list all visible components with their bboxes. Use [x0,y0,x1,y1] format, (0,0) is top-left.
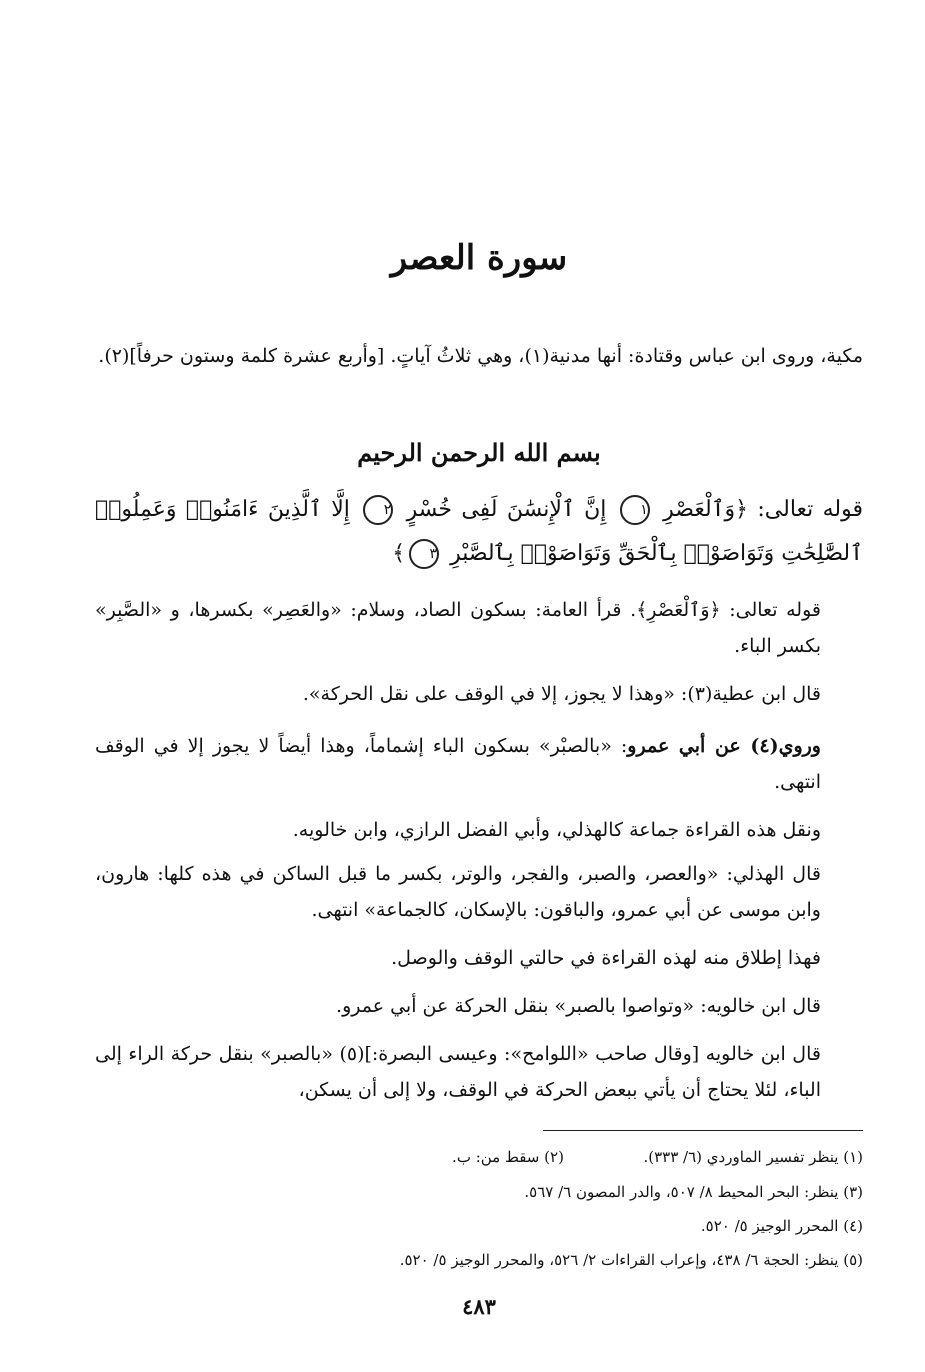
intro-paragraph: مكية، وروى ابن عباس وقتادة: أنها مدنية(١)، وهي ثلاثُ آياتٍ. [وأربع عشرة كلمة وستون حرفاً](٢). [98,345,863,367]
commentary-paragraph-8: قال ابن خالويه [وقال صاحب «اللوامح»: وعيسى البصرة:](٥) «بالصبر» بنقل حركة الراء إلى الباء، لئلا يحتاج أن يأتي ببعض الحركة في الوقف، ولا إلى أن يسكن، [95,1043,821,1101]
commentary-paragraph-2: قال ابن عطية(٣): «وهذا لا يجوز، إلا في الوقف على نقل الحركة». [302,683,821,705]
commentary-paragraph-3 [95,728,863,800]
page-number: ٤٨٣ [462,1294,496,1319]
ayah-marker-2: ٢ [363,495,393,525]
footnote-divider [543,1130,863,1131]
verse-close: ﴾ [392,541,406,566]
basmala-heading: بسم الله الرحمن الرحيم [357,438,601,467]
commentary-paragraph-5: قال الهذلي: «والعصر، والصبر، والفجر، والوتر، بكسر ما قبل الساكن في هذه كلها: هارون، وابن موسى عن أبي عمرو، والباقون: بالإسكان، كالجماعة» انتهى. [95,863,821,921]
footnote-4: (٤) المحرر الوجيز ٥/ ٥٢٠. [700,1217,863,1235]
narration-lead: وروي(٤) عن أبي عمرو [627,735,821,757]
commentary-paragraph-4: ونقل هذه القراءة جماعة كالهذلي، وأبي الفضل الرازي، وابن خالويه. [292,819,821,841]
book-page [95,0,863,1372]
narration-rest: : «بالصبْر» بسكون الباء إشماماً، وهذا أيضاً لا يجوز إلا في الوقف انتهى. [95,735,821,793]
footnote-2: (٢) سقط من: ب. [452,1148,564,1166]
commentary-paragraph-1: قوله تعالى: ﴿وَٱلْعَصْرِ﴾. قرأ العامة: بسكون الصاد، وسلام: «والعَصِر» بكسرها، و «الصَّبِر» بكسر الباء. [95,599,821,657]
ayah-marker-1: ١ [620,495,650,525]
surah-title: سورة العصر [390,238,568,278]
ayah-marker-3: ٣ [409,539,439,569]
footnote-5: (٥) ينظر: الحجة ٦/ ٤٣٨، وإعراب القراءات ٢/ ٥٢٦، والمحرر الوجيز ٥/ ٥٢٠. [399,1251,863,1269]
footnote-line-1 [95,1145,863,1169]
verse-segment-3: إِلَّا ٱلَّذِينَ ءَامَنُوا۟ وَعَمِلُوا۟ ٱلصَّٰلِحَٰتِ وَتَوَاصَوْا۟ بِٱلْحَقِّ وَتَوَاصَوْا۟ بِٱلصَّبْرِ [95,497,863,566]
commentary-paragraph-6: فهذا إطلاق منه لهذه القراءة في حالتي الوقف والوصل. [391,947,821,969]
footnote-1: (١) ينظر تفسير الماوردي (٦/ ٣٣٣). [643,1148,863,1166]
verse-segment-2: إِنَّ ٱلْإِنسَٰنَ لَفِى خُسْرٍ [406,497,607,522]
footnote-3: (٣) ينظر: البحر المحيط ٨/ ٥٠٧، والدر المصون ٦/ ٥٦٧. [524,1183,863,1201]
commentary-paragraph-7: قال ابن خالويه: «وتواصوا بالصبر» بنقل الحركة عن أبي عمرو. [336,995,821,1017]
quran-verse-block [95,488,863,576]
verse-lead: قوله تعالى: ﴿وَٱلْعَصْرِ [663,497,864,522]
